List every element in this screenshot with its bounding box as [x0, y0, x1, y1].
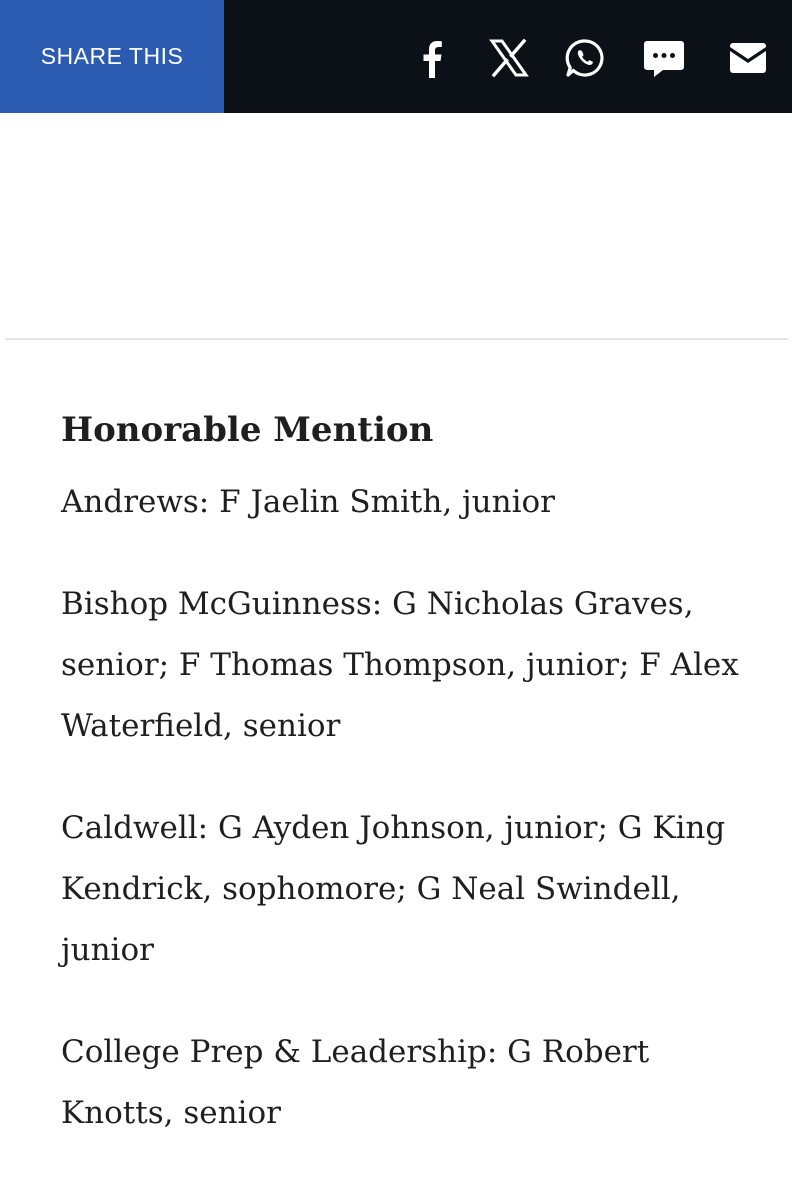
facebook-icon[interactable]: [410, 36, 454, 80]
x-icon[interactable]: [487, 36, 531, 80]
section-divider: [5, 338, 788, 340]
article-body: [61, 400, 751, 1185]
share-bar: [0, 0, 792, 113]
blank-ad-space: [0, 113, 792, 339]
whatsapp-icon[interactable]: [563, 36, 607, 80]
team-entry-andrews: Andrews: F Jaelin Smith, junior: [61, 484, 555, 520]
share-this-label: SHARE THIS: [0, 0, 224, 113]
section-heading: Honorable Mention: [61, 410, 434, 450]
team-entry-college-prep: College Prep & Leadership: G Robert Knotts, senior: [61, 1034, 650, 1131]
share-icons-group: [224, 0, 792, 113]
team-entry-caldwell: Caldwell: G Ayden Johnson, junior; G King Kendrick, sophomore; G Neal Swindell, junior: [61, 810, 726, 968]
email-icon[interactable]: [726, 36, 770, 80]
sms-icon[interactable]: [642, 36, 686, 80]
team-entry-bishop-mcguinness: Bishop McGuinness: G Nicholas Graves, senior; F Thomas Thompson, junior; F Alex Waterfield, senior: [61, 586, 739, 744]
